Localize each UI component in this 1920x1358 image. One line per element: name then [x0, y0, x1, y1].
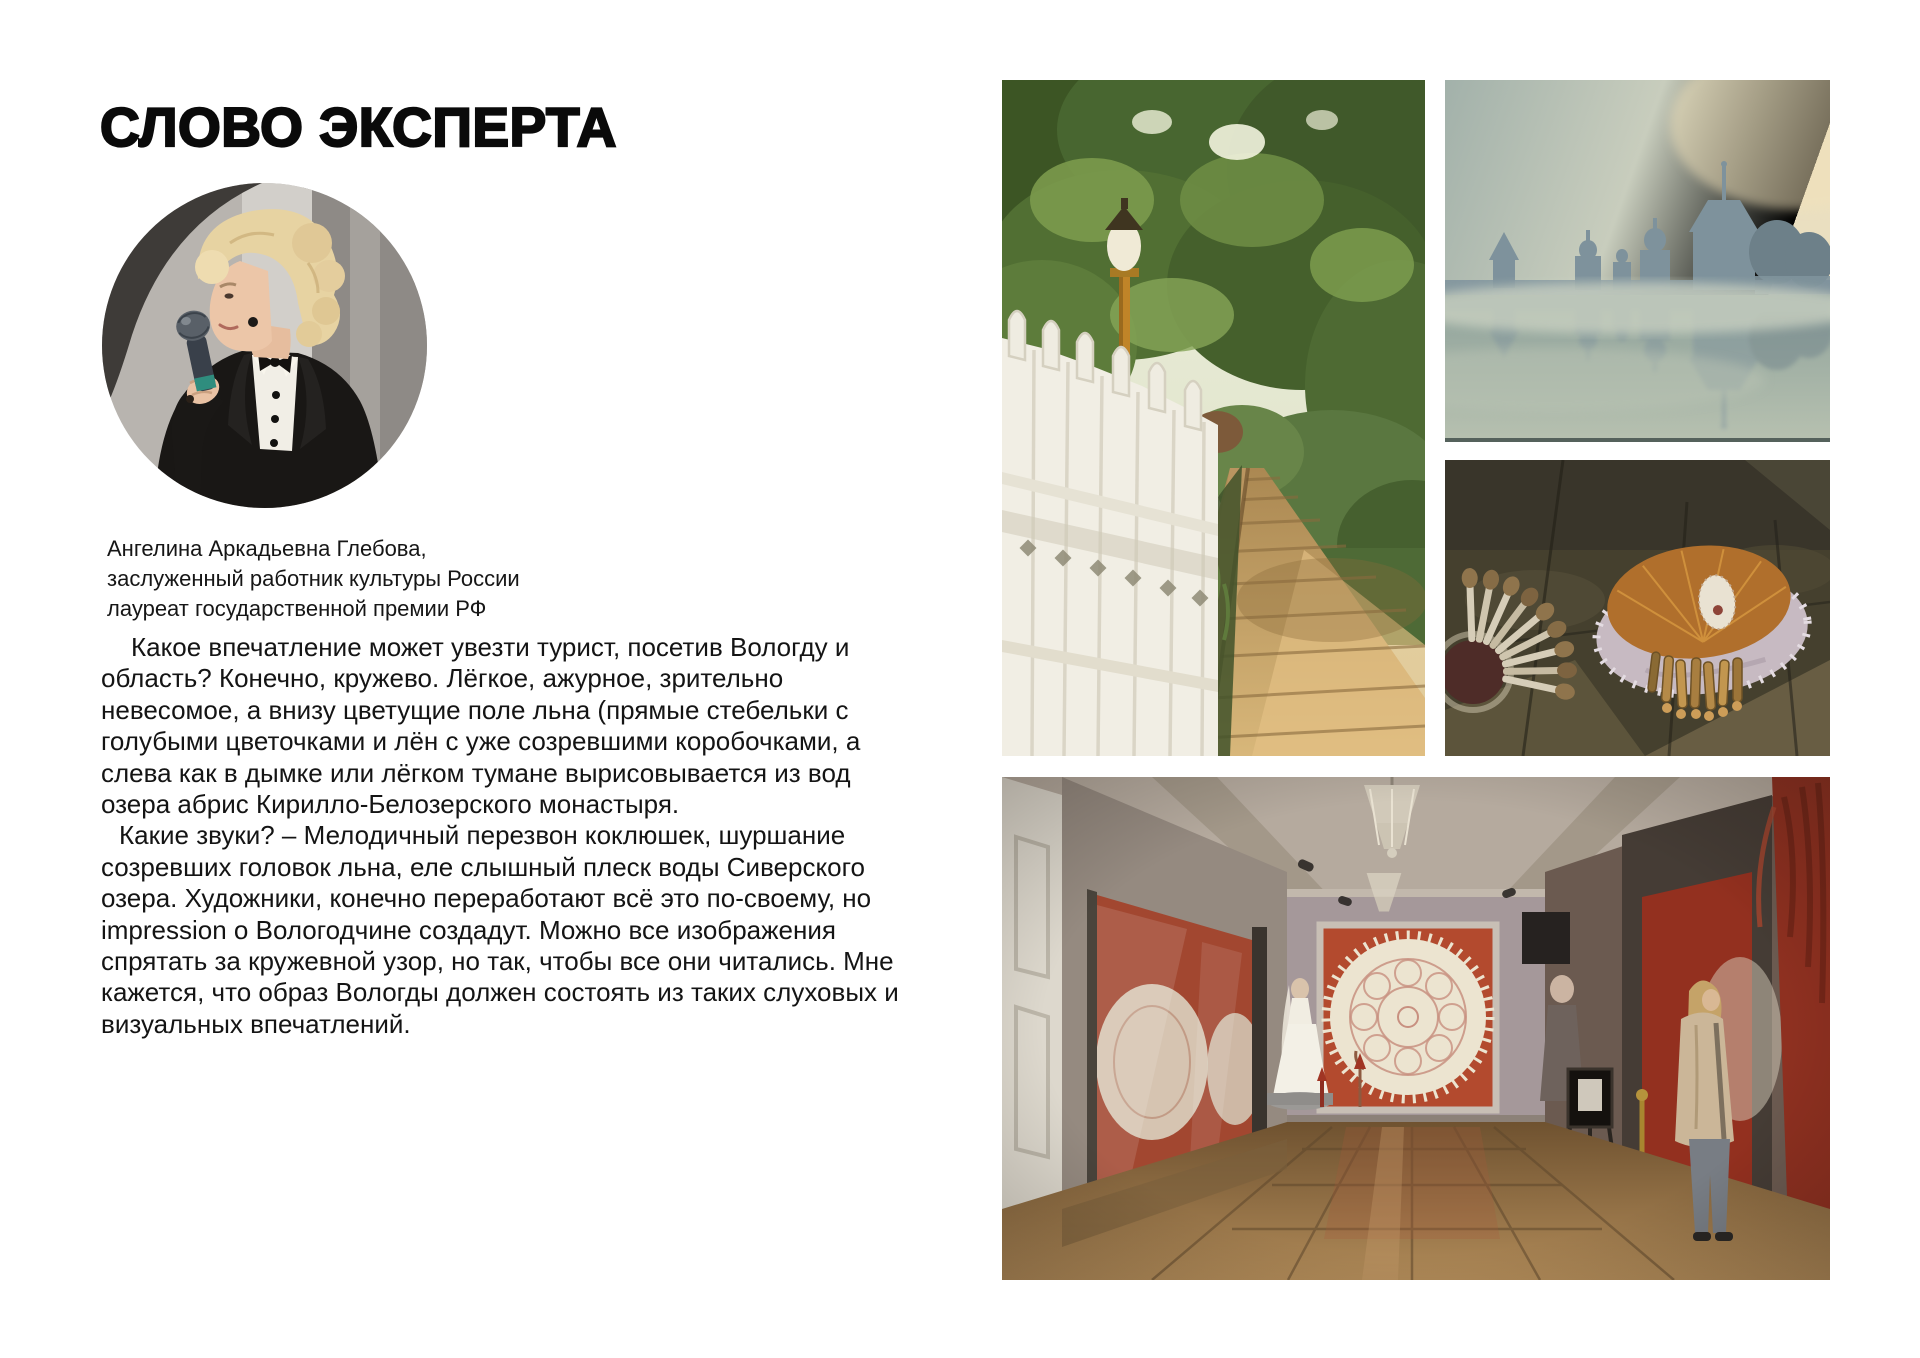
page-title: СЛОВО ЭКСПЕРТА: [100, 95, 617, 158]
lace-pillow-photo: [1445, 460, 1830, 756]
article-body: [101, 632, 899, 1040]
body-line: голубыми цветочками и лён с уже созревшими коробочками, а: [101, 726, 861, 757]
caption-line: Ангелина Аркадьевна Глебова,: [107, 536, 427, 561]
body-line: спрятать за кружевной узор, но так, чтобы все они читались. Мне: [101, 946, 894, 977]
body-line: визуальных впечатлений.: [101, 1008, 411, 1039]
body-line: Какие звуки? – Мелодичный перезвон коклюшек, шуршание: [119, 820, 846, 851]
body-line: impression о Вологодчине создадут. Можно все изображения: [101, 914, 836, 945]
museum-hall-photo: [1002, 777, 1830, 1280]
fog-illustration: [1445, 80, 1830, 442]
body-line: кажется, что образ Вологды должен состоять из таких слуховых и: [101, 977, 899, 1008]
body-line: область? Конечно, кружево. Лёгкое, ажурное, зрительно: [101, 663, 784, 694]
lace-illustration: [1445, 460, 1830, 756]
body-line: созревших головок льна, еле слышный плеск воды Сиверского: [101, 851, 866, 882]
body-line: озера абрис Кирилло-Белозерского монастыря.: [101, 789, 680, 820]
caption-line: лауреат государственной премии РФ: [107, 596, 487, 621]
body-line: невесомое, а внизу цветущие поле льна (прямые стебельки с: [101, 694, 849, 725]
garden-illustration: [1002, 80, 1425, 756]
expert-portrait-photo: [102, 183, 427, 508]
caption-line: заслуженный работник культуры России: [107, 566, 520, 591]
expert-portrait-illustration: [102, 183, 427, 508]
museum-illustration: [1002, 777, 1830, 1280]
garden-boardwalk-photo: [1002, 80, 1425, 756]
body-line: Какое впечатление может увезти турист, посетив Вологду и: [131, 632, 850, 662]
body-line: озера. Художники, конечно переработают всё это по-своему, но: [101, 883, 872, 914]
fog-monastery-photo: [1445, 80, 1830, 442]
expert-caption: [107, 534, 520, 624]
body-line: слева как в дымке или лёгком тумане вырисовывается из вод: [101, 757, 851, 788]
